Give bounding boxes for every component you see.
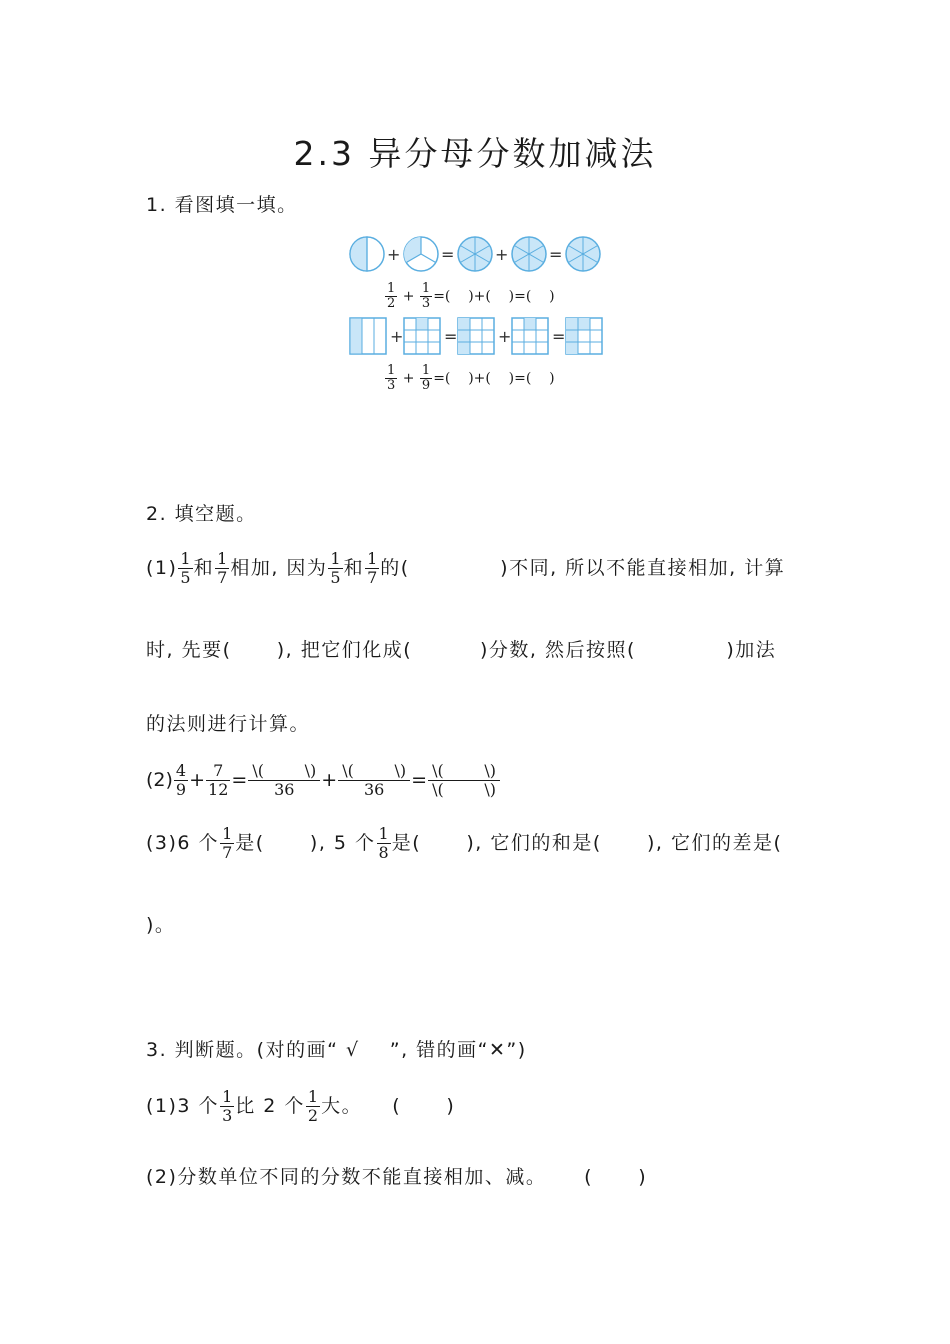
circle-sixths-b <box>512 237 546 271</box>
q2-part1-line2: 时, 先要( ), 把它们化成( )分数, 然后按照( )加法 <box>146 639 777 661</box>
fraction: $\frac{1}{2}$ <box>387 281 396 311</box>
square-ninths <box>404 318 440 354</box>
circle-sixths-a <box>458 237 492 271</box>
q3-part2: (2)分数单位不同的分数不能直接相加、减。 ( ) <box>146 1166 648 1188</box>
square-ninths-b <box>458 318 494 354</box>
circle-half <box>350 237 384 271</box>
q1-equation-2: $\frac{1}{3}$ + $\frac{1}{9}$ =( )+( )=( ) <box>387 363 555 393</box>
fraction: $\frac{4}{9}$ <box>175 761 187 799</box>
op-eq-3: = <box>444 327 458 346</box>
fraction: $\frac{1}{5}$ <box>330 549 341 587</box>
square-ninths-d <box>566 318 602 354</box>
square-thirds <box>350 318 386 354</box>
fraction: $\frac{1}{3}$ <box>222 1087 233 1125</box>
fraction: $\frac{\backslash( \backslash)}{36}$ <box>338 762 410 799</box>
q2-part3-line1: (3)6 个 $\frac{1}{7}$ 是( ), 5 个 $\frac{1}{8}$ 是( ), 它们的和是( ), 它们的差是( <box>146 824 783 862</box>
op-eq-4: = <box>552 327 566 346</box>
q2-part1-line3: 的法则进行计算。 <box>146 713 311 735</box>
fraction: $\frac{1}{3}$ <box>387 363 396 393</box>
circle-third <box>404 237 438 271</box>
q1-heading: 1. 看图填一填。 <box>146 194 298 216</box>
op-eq-2: = <box>549 245 563 264</box>
fraction: $\frac{1}{3}$ <box>421 281 431 311</box>
page-title: 2.3 异分母分数加减法 <box>293 134 657 173</box>
fraction: $\frac{1}{5}$ <box>180 549 191 587</box>
q2-heading: 2. 填空题。 <box>146 503 257 525</box>
q3-heading: 3. 判断题。(对的画“ √ ”, 错的画“✕”) <box>146 1039 527 1061</box>
q1-equation-1: $\frac{1}{2}$ + $\frac{1}{3}$ =( )+( )=( ) <box>387 281 555 311</box>
fraction: $\frac{7}{12}$ <box>208 761 229 799</box>
fraction: $\frac{1}{7}$ <box>217 549 228 587</box>
op-plus-4: + <box>498 327 512 346</box>
q3-part1: (1)3 个 $\frac{1}{3}$ 比 2 个 $\frac{1}{2}$ 大。 ( ) <box>146 1087 456 1125</box>
square-ninths-c <box>512 318 548 354</box>
fraction: $\frac{\backslash( \backslash)}{36}$ <box>248 762 320 799</box>
op-plus-2: + <box>495 245 509 264</box>
fraction: $\frac{1}{8}$ <box>378 824 389 862</box>
q2-part2: (2) $\frac{4}{9}$ + $\frac{7}{12}$ = $\frac{\backslash( \backslash)}{36}$ + $\frac{\backslash( \backslash)}{36}$ = $\frac{\backslash( \backslash)}{\backslash( \backslash)}$ <box>146 762 501 799</box>
op-plus-1: + <box>387 245 401 264</box>
fraction: $\frac{1}{2}$ <box>307 1087 319 1125</box>
fraction: $\frac{1}{7}$ <box>367 549 378 587</box>
fraction: $\frac{\backslash( \backslash)}{\backslash( \backslash)}$ <box>428 762 500 799</box>
fraction: $\frac{1}{7}$ <box>222 824 233 862</box>
circle-sixths-c <box>566 237 600 271</box>
blank-answers: =( )+( )=( ) <box>433 288 555 305</box>
q2-part1-line1: (1) $\frac{1}{5}$ 和 $\frac{1}{7}$ 相加, 因为 $\frac{1}{5}$ 和 $\frac{1}{7}$ 的( )不同, 所以不能直接相加, 计算 <box>146 549 786 587</box>
q2-part3-line2: )。 <box>146 914 176 936</box>
op-plus-3: + <box>390 327 404 346</box>
fraction: $\frac{1}{9}$ <box>421 363 431 393</box>
op-eq-1: = <box>441 245 455 264</box>
blank-answers: =( )+( )=( ) <box>433 370 555 387</box>
